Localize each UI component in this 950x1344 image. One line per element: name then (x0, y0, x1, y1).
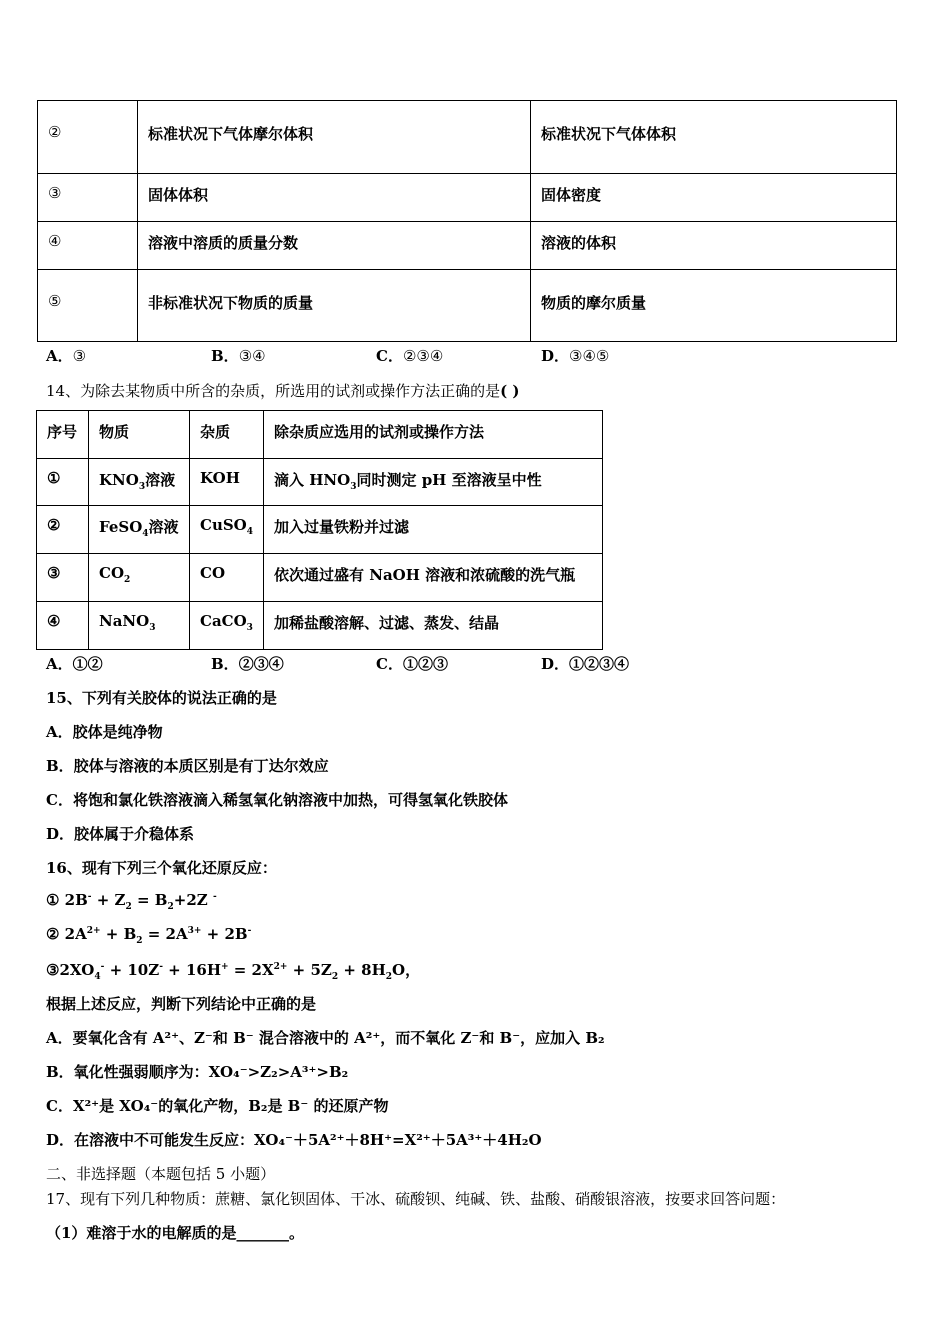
cell-b: 物质的摩尔质量 (531, 270, 897, 342)
row-number: ⑤ (38, 270, 138, 342)
cell-substance: FeSO$_4$溶液 (89, 506, 190, 554)
table-row (38, 222, 897, 270)
q14-option-c: C．①②③ (376, 655, 448, 673)
header-number: 序号 (37, 411, 89, 459)
table-header-row (37, 411, 603, 459)
row-number: ③ (37, 554, 89, 602)
q16-stem: 16、现有下列三个氧化还原反应： (46, 859, 277, 877)
cell-method: 滴入 $HNO_3$同时测定 pH 至溶液呈中性 (264, 459, 603, 506)
cell-b: 固体密度 (531, 174, 897, 222)
cell-b: 标准状况下气体体积 (531, 101, 897, 174)
q16-option-c: C．X²⁺是 XO₄⁻的氧化产物，B₂是 B⁻ 的还原产物 (46, 1097, 389, 1115)
cell-substance: NaNO$_3$ (89, 602, 190, 650)
table-row (37, 506, 603, 554)
table-row (37, 554, 603, 602)
table-row (38, 174, 897, 222)
cell-a: 标准状况下气体摩尔体积 (138, 101, 531, 174)
q14-option-b: B．②③④ (211, 655, 284, 673)
reaction-3: $③2XO_4^- + 10Z^- + 16H^+ = 2X^{2+} + 5Z_2 + 8H_2O$， (46, 961, 421, 982)
table-row (37, 602, 603, 650)
cell-a: 溶液中溶质的质量分数 (138, 222, 531, 270)
q13-option-c: C．②③④ (376, 347, 444, 365)
q15-stem: 15、下列有关胶体的说法正确的是 (46, 689, 277, 707)
cell-a: 固体体积 (138, 174, 531, 222)
q15-option-b: B．胶体与溶液的本质区别是有丁达尔效应 (46, 757, 329, 775)
cell-substance: $KNO_3$溶液 (89, 459, 190, 506)
q14-option-a: A．①② (46, 655, 103, 673)
q13-option-d: D．③④⑤ (541, 347, 610, 365)
cell-method: 加入过量铁粉并过滤 (264, 506, 603, 554)
row-number: ③ (38, 174, 138, 222)
cell-method: 加稀盐酸溶解、过滤、蒸发、结晶 (264, 602, 603, 650)
table-row (38, 101, 897, 174)
row-number: ① (37, 459, 89, 506)
comparison-table (37, 100, 897, 342)
row-number: ② (38, 101, 138, 174)
q16-option-b: B．氧化性强弱顺序为：XO₄⁻>Z₂>A³⁺>B₂ (46, 1063, 349, 1081)
q17-sub1: （1）难溶于水的电解质的是_______。 (46, 1224, 304, 1242)
q13-option-a: A．③ (46, 347, 87, 365)
cell-impurity: KOH (190, 459, 264, 506)
cell-a: 非标准状况下物质的质量 (138, 270, 531, 342)
row-number: ② (37, 506, 89, 554)
reaction-1: ① $2B^- + Z_2 = B_2+2Z$ - (46, 891, 217, 912)
q15-option-a: A．胶体是纯净物 (46, 723, 163, 741)
purification-table (36, 410, 603, 650)
table-row (37, 459, 603, 506)
cell-method: 依次通过盛有 NaOH 溶液和浓硫酸的洗气瓶 (264, 554, 603, 602)
header-substance: 物质 (89, 411, 190, 459)
table-row (38, 270, 897, 342)
q17-stem: 17、现有下列几种物质：蔗糖、氯化钡固体、干冰、硫酸钡、纯碱、铁、盐酸、硝酸银溶液，按要求回答问题： (46, 1190, 786, 1208)
row-number: ④ (38, 222, 138, 270)
section-title: 二、非选择题（本题包括 5 小题） (46, 1165, 276, 1183)
q16-judge: 根据上述反应，判断下列结论中正确的是 (46, 995, 317, 1013)
q16-option-a: A．要氧化含有 A²⁺、Z⁻和 B⁻ 混合溶液中的 A²⁺，而不氧化 Z⁻和 B⁻，应加入 B₂ (46, 1029, 605, 1047)
reaction-2: ② $2A^{2+} + B_2 = 2A^{3+} + 2B^-$ (46, 925, 252, 946)
cell-impurity: CO (190, 554, 264, 602)
q14-stem: 14、为除去某物质中所含的杂质，所选用的试剂或操作方法正确的是( ) (46, 382, 520, 400)
header-method: 除杂质应选用的试剂或操作方法 (264, 411, 603, 459)
header-impurity: 杂质 (190, 411, 264, 459)
cell-substance: $CO_2$ (89, 554, 190, 602)
cell-b: 溶液的体积 (531, 222, 897, 270)
q14-option-d: D．①②③④ (541, 655, 630, 673)
cell-impurity: CaCO$_3$ (190, 602, 264, 650)
q15-option-c: C．将饱和氯化铁溶液滴入稀氢氧化钠溶液中加热，可得氢氧化铁胶体 (46, 791, 508, 809)
q13-option-b: B．③④ (211, 347, 266, 365)
cell-impurity: CuSO$_4$ (190, 506, 264, 554)
q16-option-d: D．在溶液中不可能发生反应：XO₄⁻＋5A²⁺＋8H⁺=X²⁺＋5A³⁺＋4H₂O (46, 1131, 542, 1149)
row-number: ④ (37, 602, 89, 650)
q15-option-d: D．胶体属于介稳体系 (46, 825, 195, 843)
